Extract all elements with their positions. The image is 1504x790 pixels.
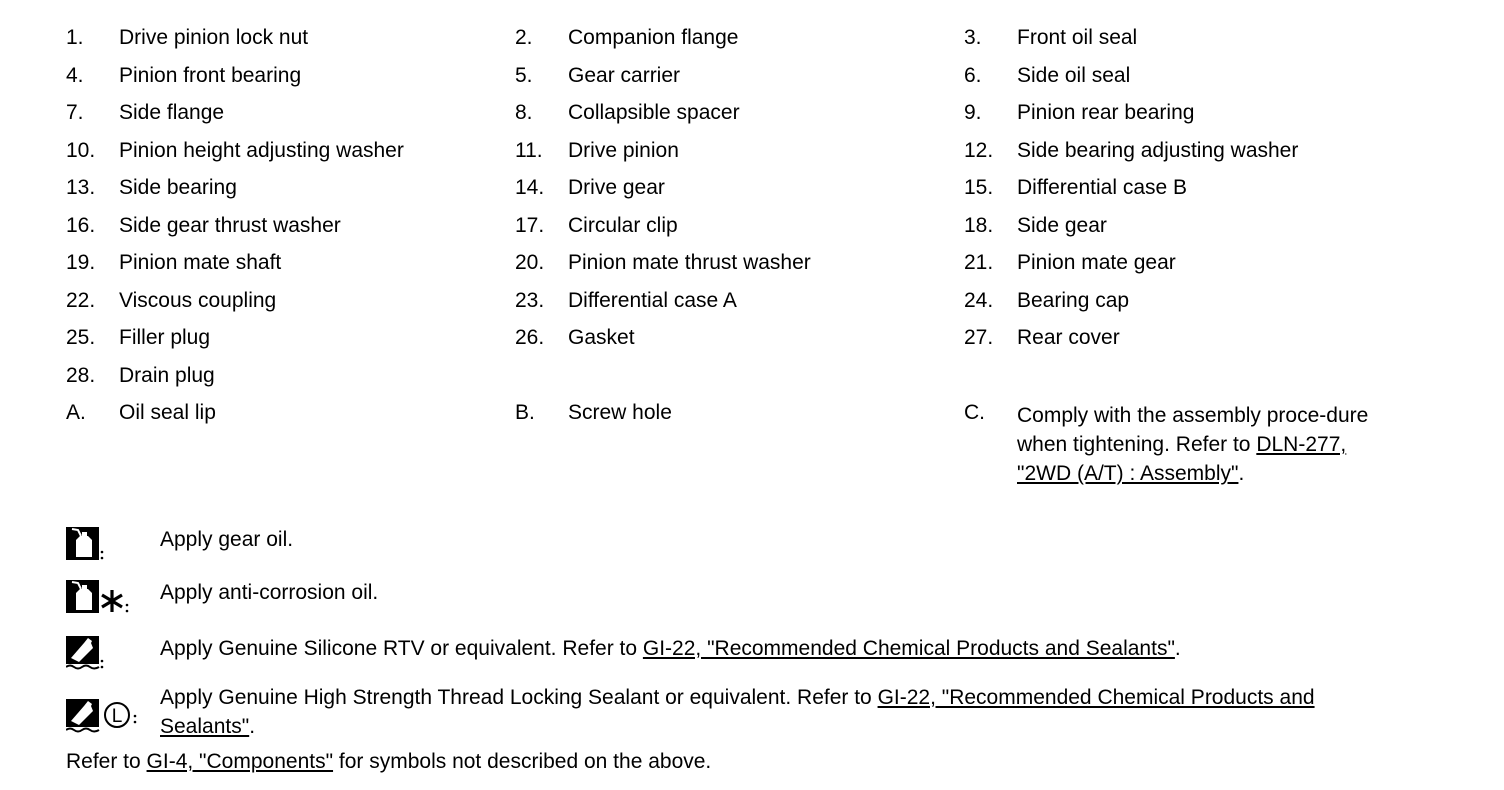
oil-can-icon xyxy=(66,525,106,561)
part-number: 18. xyxy=(964,213,994,237)
legend-text xyxy=(160,683,1405,741)
legend-text: Apply anti-corrosion oil. xyxy=(160,581,379,604)
part-name: Side bearing adjusting washer xyxy=(1017,138,1299,162)
part-name: Companion flange xyxy=(568,26,739,49)
parts-row xyxy=(66,364,1466,402)
part-name: Collapsible spacer xyxy=(568,101,740,124)
legend-thread-lock-text: Apply Genuine High Strength Thread Locking Sealant or equivalent. Refer to xyxy=(160,686,878,709)
part-name: Pinion rear bearing xyxy=(1017,101,1195,124)
part-number: 22. xyxy=(66,288,96,312)
part-number: 12. xyxy=(964,138,994,162)
part-number: 19. xyxy=(66,251,96,274)
note-letter: A. xyxy=(66,401,86,424)
legend-silicone-text: Apply Genuine Silicone RTV or equivalent. Refer to xyxy=(160,637,643,660)
parts-row xyxy=(66,176,1466,214)
part-name: Filler plug xyxy=(119,326,211,349)
note-text: Oil seal lip xyxy=(119,401,216,424)
part-name: Pinion height adjusting washer xyxy=(119,138,404,162)
part-number: 5. xyxy=(515,63,533,87)
part-number: 8. xyxy=(515,101,533,124)
part-number: 17. xyxy=(515,213,545,237)
part-name: Gear carrier xyxy=(568,63,681,87)
parts-row xyxy=(66,139,1466,177)
part-number: 20. xyxy=(515,251,545,274)
part-number: 24. xyxy=(964,288,994,312)
gi22-link[interactable]: GI-22, "Recommended Chemical Products and Sealants" xyxy=(160,686,1315,738)
part-number: 2. xyxy=(515,26,533,49)
footer-note xyxy=(66,750,711,774)
assembly-link[interactable]: DLN-277, "2WD (A/T) : Assembly" xyxy=(1017,433,1347,485)
parts-row xyxy=(66,101,1466,139)
part-number: 15. xyxy=(964,176,994,199)
sealant-tube-lock-icon xyxy=(66,697,140,733)
part-number: 10. xyxy=(66,138,96,162)
parts-row xyxy=(66,214,1466,252)
part-number: 4. xyxy=(66,63,84,87)
part-number: 27. xyxy=(964,326,994,349)
part-name: Front oil seal xyxy=(1017,26,1138,49)
note-letter: B. xyxy=(515,401,535,424)
part-name: Drive gear xyxy=(568,176,665,199)
parts-list xyxy=(66,26,1466,401)
legend-text xyxy=(160,634,1410,663)
parts-row xyxy=(66,251,1466,289)
part-name: Viscous coupling xyxy=(119,288,277,312)
part-number: 3. xyxy=(964,26,982,49)
part-name: Circular clip xyxy=(568,213,678,237)
part-name: Drain plug xyxy=(119,363,215,387)
parts-row xyxy=(66,64,1466,102)
part-name: Pinion mate gear xyxy=(1017,251,1176,274)
part-number: 11. xyxy=(515,138,543,162)
note-c-text: Comply with the assembly proce-dure when tightening. Refer to xyxy=(1017,404,1369,456)
part-name: Pinion mate shaft xyxy=(119,251,282,274)
part-number: 26. xyxy=(515,326,545,349)
part-name: Side gear xyxy=(1017,213,1107,237)
part-name: Differential case A xyxy=(568,288,737,312)
part-name: Side bearing xyxy=(119,176,237,199)
lock-letter: L xyxy=(111,706,123,727)
part-number: 13. xyxy=(66,176,96,199)
legend-period: . xyxy=(1174,637,1181,660)
part-name: Pinion mate thrust washer xyxy=(568,251,811,274)
part-number: 28. xyxy=(66,363,96,387)
part-number: 1. xyxy=(66,26,84,49)
part-name: Drive pinion lock nut xyxy=(119,26,309,49)
note-text: Screw hole xyxy=(568,401,672,424)
footer-text: Refer to xyxy=(66,750,147,773)
part-name: Rear cover xyxy=(1017,326,1120,349)
gi4-link[interactable]: GI-4, "Components" xyxy=(146,750,334,773)
part-name: Side gear thrust washer xyxy=(119,213,341,237)
part-number: 21. xyxy=(964,251,994,274)
part-name: Side oil seal xyxy=(1017,63,1131,87)
part-number: 23. xyxy=(515,288,545,312)
part-number: 25. xyxy=(66,326,96,349)
part-number: 16. xyxy=(66,213,96,237)
note-text xyxy=(1017,401,1402,488)
part-name: Pinion front bearing xyxy=(119,63,302,87)
parts-row xyxy=(66,26,1466,64)
parts-row xyxy=(66,326,1466,364)
parts-row xyxy=(66,289,1466,327)
oil-can-star-icon xyxy=(66,578,130,614)
notes-row xyxy=(66,401,1466,485)
part-name: Drive pinion xyxy=(568,138,679,162)
part-number: 14. xyxy=(515,176,545,199)
legend-text: Apply gear oil. xyxy=(160,528,294,551)
gi22-link[interactable]: GI-22, "Recommended Chemical Products and Sealants" xyxy=(642,637,1175,660)
note-letter: C. xyxy=(964,401,985,424)
part-number: 7. xyxy=(66,101,84,124)
sealant-tube-icon xyxy=(66,634,106,670)
part-number: 6. xyxy=(964,63,982,87)
footer-text-end: for symbols not described on the above. xyxy=(333,750,712,773)
part-name: Differential case B xyxy=(1017,176,1188,199)
note-c-period: . xyxy=(1238,462,1245,485)
part-number: 9. xyxy=(964,101,982,124)
part-name: Bearing cap xyxy=(1017,288,1130,312)
legend-period: . xyxy=(249,715,256,738)
part-name: Side flange xyxy=(119,101,225,124)
part-name: Gasket xyxy=(568,326,635,349)
